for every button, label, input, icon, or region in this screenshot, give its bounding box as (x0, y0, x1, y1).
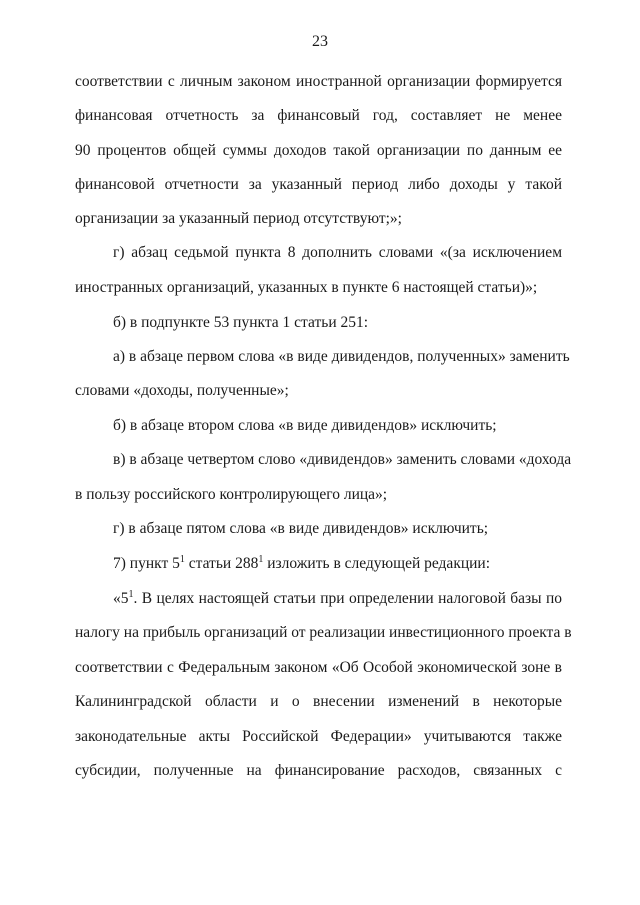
text-line: финансовая отчетность за финансовый год, составляет не менее (75, 107, 562, 124)
text-line: иностранных организаций, указанных в пункте 6 настоящей статьи)»; (75, 279, 538, 296)
text-line: соответствии с личным законом иностранной организации формируется (75, 73, 562, 90)
text-line: соответствии с Федеральным законом «Об Особой экономической зоне в (75, 659, 562, 676)
quote-line: «$5^1$. В целях настоящей статьи при определении налоговой базы по (113, 589, 562, 607)
text-line: г) в абзаце пятом слова «в виде дивидендов» исключить; (113, 520, 489, 537)
text-line: 90 процентов общей суммы доходов такой организации по данным ее (75, 142, 562, 159)
text-line: б) в подпункте 53 пункта 1 статьи 251: (113, 314, 369, 331)
text-line: а) в абзаце первом слова «в виде дивидендов, полученных» заменить (113, 348, 570, 365)
text-line: организации за указанный период отсутствуют;»; (75, 210, 402, 227)
page-number: 23 (312, 33, 328, 50)
text-line: словами «доходы, полученные»; (75, 382, 289, 399)
text-line: субсидии, полученные на финансирование расходов, связанных с (75, 762, 562, 779)
text-line: б) в абзаце втором слова «в виде дивидендов» исключить; (113, 417, 497, 434)
text-line: Калининградской области и о внесении изменений в некоторые (75, 693, 562, 710)
text-line: в пользу российского контролирующего лица»; (75, 486, 388, 503)
text-line: в) в абзаце четвертом слово «дивидендов» заменить словами «дохода (113, 451, 572, 468)
text-line: финансовой отчетности за указанный период либо доходы у такой (75, 176, 562, 193)
text-line: налогу на прибыль организаций от реализации инвестиционного проекта в (75, 624, 572, 641)
item-7-line: 7) пункт $5^1$ статьи $288^1$ изложить в следующей редакции: (113, 554, 491, 572)
text-line: законодательные акты Российской Федерации» учитываются также (75, 728, 562, 745)
text-line: г) абзац седьмой пункта 8 дополнить словами «(за исключением (113, 244, 562, 261)
